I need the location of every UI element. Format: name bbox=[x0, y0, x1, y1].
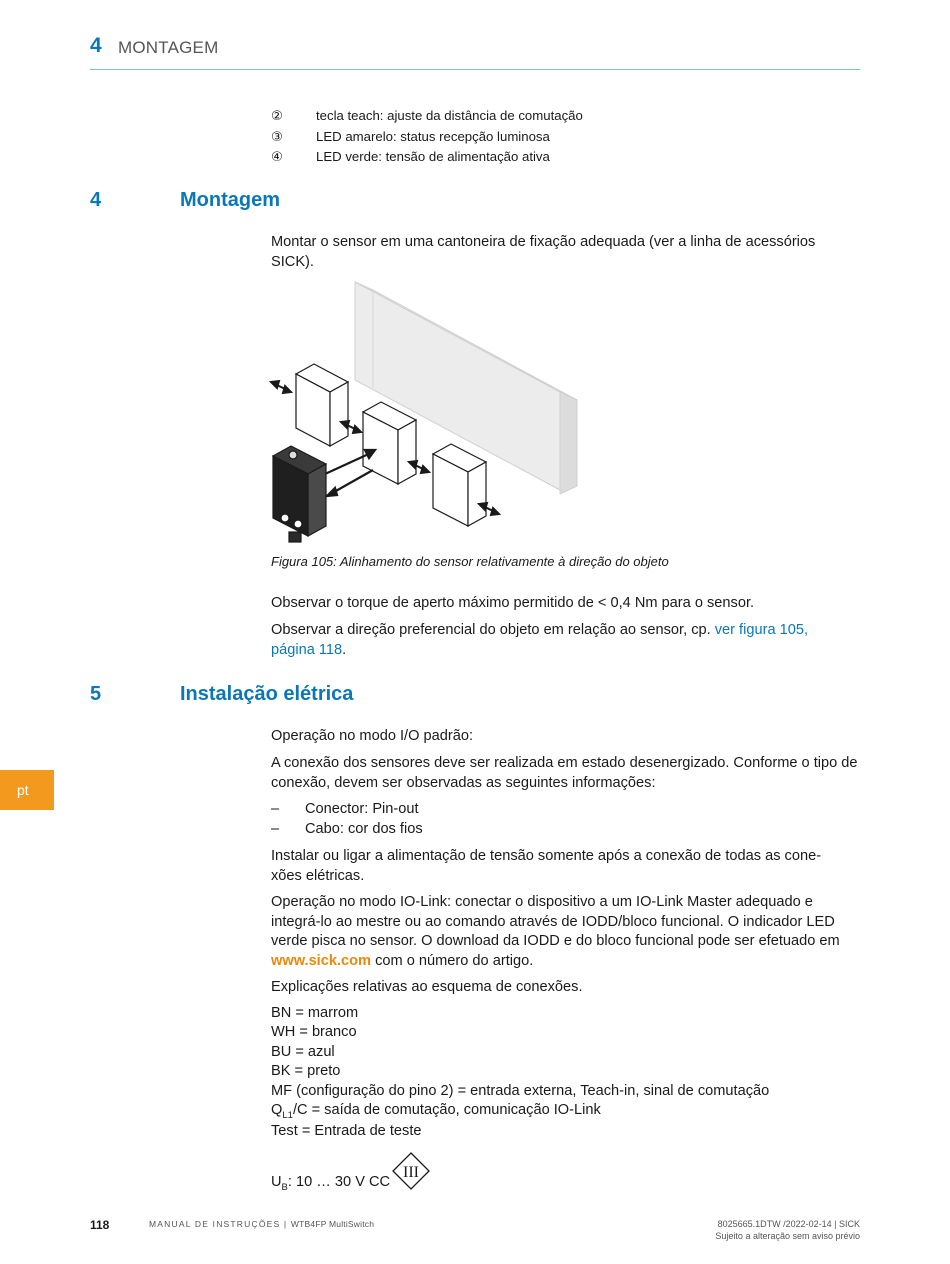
protection-class-icon bbox=[392, 1152, 430, 1190]
sick-website-link[interactable]: www.sick.com bbox=[271, 952, 372, 969]
voltage-symbol: U bbox=[271, 1174, 282, 1190]
footer-doc-title bbox=[149, 1219, 374, 1229]
footer-manual-label: MANUAL DE INSTRUÇÕES | bbox=[149, 1219, 291, 1229]
output-symbol: Q bbox=[271, 1102, 283, 1119]
footer-note: Sujeito a alteração sem aviso prévio bbox=[715, 1231, 860, 1241]
chapter-title: MONTAGEM bbox=[118, 38, 219, 57]
figure-caption: Figura 105: Alinhamento do sensor relativamente à direção do objeto bbox=[271, 554, 669, 569]
legend-item bbox=[271, 127, 831, 148]
legend-marker: ③ bbox=[271, 128, 283, 144]
footer-doc-id: 8025665.1DTW /2022-02-14 | SICK bbox=[717, 1219, 860, 1229]
page-number: 118 bbox=[90, 1218, 110, 1232]
figure-reference-link[interactable]: ver figura 105, página 118 bbox=[271, 622, 809, 658]
connection-list bbox=[271, 800, 831, 839]
iolink-note bbox=[271, 893, 863, 971]
list-item bbox=[271, 820, 831, 840]
wire-legend bbox=[271, 1004, 851, 1142]
running-header bbox=[90, 34, 860, 70]
torque-note: Observar o torque de aperto máximo permitido de < 0,4 Nm para o sensor. bbox=[271, 595, 755, 611]
voltage-subscript: B bbox=[281, 1181, 288, 1193]
chapter-number: 4 bbox=[90, 34, 102, 57]
voltage-range: : 10 … 30 V CC bbox=[287, 1174, 391, 1190]
legend-item bbox=[271, 106, 831, 127]
wire-item: WH = branco bbox=[271, 1024, 357, 1041]
iolink-text: Operação no modo IO-Link: conectar o dispositivo a um IO-Link Master adequado e integrá-lo ao mestre ou ao comando através de IODD/bloco funcional. O indicador LED verde pisca no sensor. O download da IODD e do bloco funcional pode ser efetuado em bbox=[271, 894, 840, 949]
wiring-intro: Explicações relativas ao esquema de conexões. bbox=[271, 979, 583, 995]
section-5-number: 5 bbox=[90, 683, 102, 705]
wire-item: BU = azul bbox=[271, 1043, 335, 1060]
power-note: Instalar ou ligar a alimentação de tensão somente após a conexão de todas as cone-xões elétricas. bbox=[271, 848, 822, 884]
light-beams bbox=[325, 450, 375, 496]
object-box-3 bbox=[433, 444, 486, 526]
figure-legend bbox=[271, 106, 831, 168]
output-subscript: L1 bbox=[282, 1109, 293, 1121]
protection-class-label: III bbox=[403, 1164, 419, 1181]
legend-item bbox=[271, 147, 831, 168]
list-dash: – bbox=[271, 801, 280, 817]
list-text: Cabo: cor dos fios bbox=[305, 820, 423, 837]
section-4-title: Montagem bbox=[180, 189, 280, 211]
io-mode-heading: Operação no modo I/O padrão: bbox=[271, 728, 474, 744]
supply-voltage bbox=[271, 1174, 390, 1193]
sensor-alignment-figure bbox=[265, 278, 585, 548]
language-tab: pt bbox=[0, 770, 54, 810]
object-box-1 bbox=[296, 364, 348, 446]
output-text: /C = saída de comutação, comunicação IO-Link bbox=[292, 1102, 601, 1119]
legend-marker: ② bbox=[271, 108, 283, 123]
legend-marker: ④ bbox=[271, 149, 283, 164]
sensor-device bbox=[273, 446, 326, 542]
list-text: Conector: Pin-out bbox=[305, 801, 419, 817]
iolink-text-suffix: com o número do artigo. bbox=[371, 952, 534, 969]
section-4-number: 4 bbox=[90, 189, 102, 211]
legend-text: tecla teach: ajuste da distância de comutação bbox=[316, 108, 583, 123]
legend-text: LED verde: tensão de alimentação ativa bbox=[316, 149, 550, 164]
legend-text: LED amarelo: status recepção luminosa bbox=[316, 128, 550, 144]
mounting-intro: Montar o sensor em uma cantoneira de fixação adequada (ver a linha de acessórios SICK). bbox=[271, 234, 816, 270]
direction-note-text: Observar a direção preferencial do objeto em relação ao sensor, cp. bbox=[271, 622, 715, 638]
connection-note: A conexão dos sensores deve ser realizada em estado desenergizado. Conforme o tipo de conexão, devem ser observadas as seguintes informações: bbox=[271, 755, 858, 791]
output-definition bbox=[271, 1101, 851, 1120]
test-definition: Test = Entrada de teste bbox=[271, 1123, 422, 1140]
footer-right bbox=[715, 1218, 860, 1242]
direction-note-suffix: . bbox=[342, 641, 347, 658]
wire-item: BK = preto bbox=[271, 1063, 341, 1080]
list-item bbox=[271, 800, 831, 820]
direction-note bbox=[271, 621, 841, 660]
section-5-title: Instalação elétrica bbox=[180, 683, 354, 705]
footer-product: WTB4FP MultiSwitch bbox=[290, 1219, 375, 1229]
wire-item: BN = marrom bbox=[271, 1005, 359, 1021]
list-dash: – bbox=[271, 820, 280, 837]
wire-item: MF (configuração do pino 2) = entrada externa, Teach-in, sinal de comutação bbox=[271, 1082, 770, 1099]
